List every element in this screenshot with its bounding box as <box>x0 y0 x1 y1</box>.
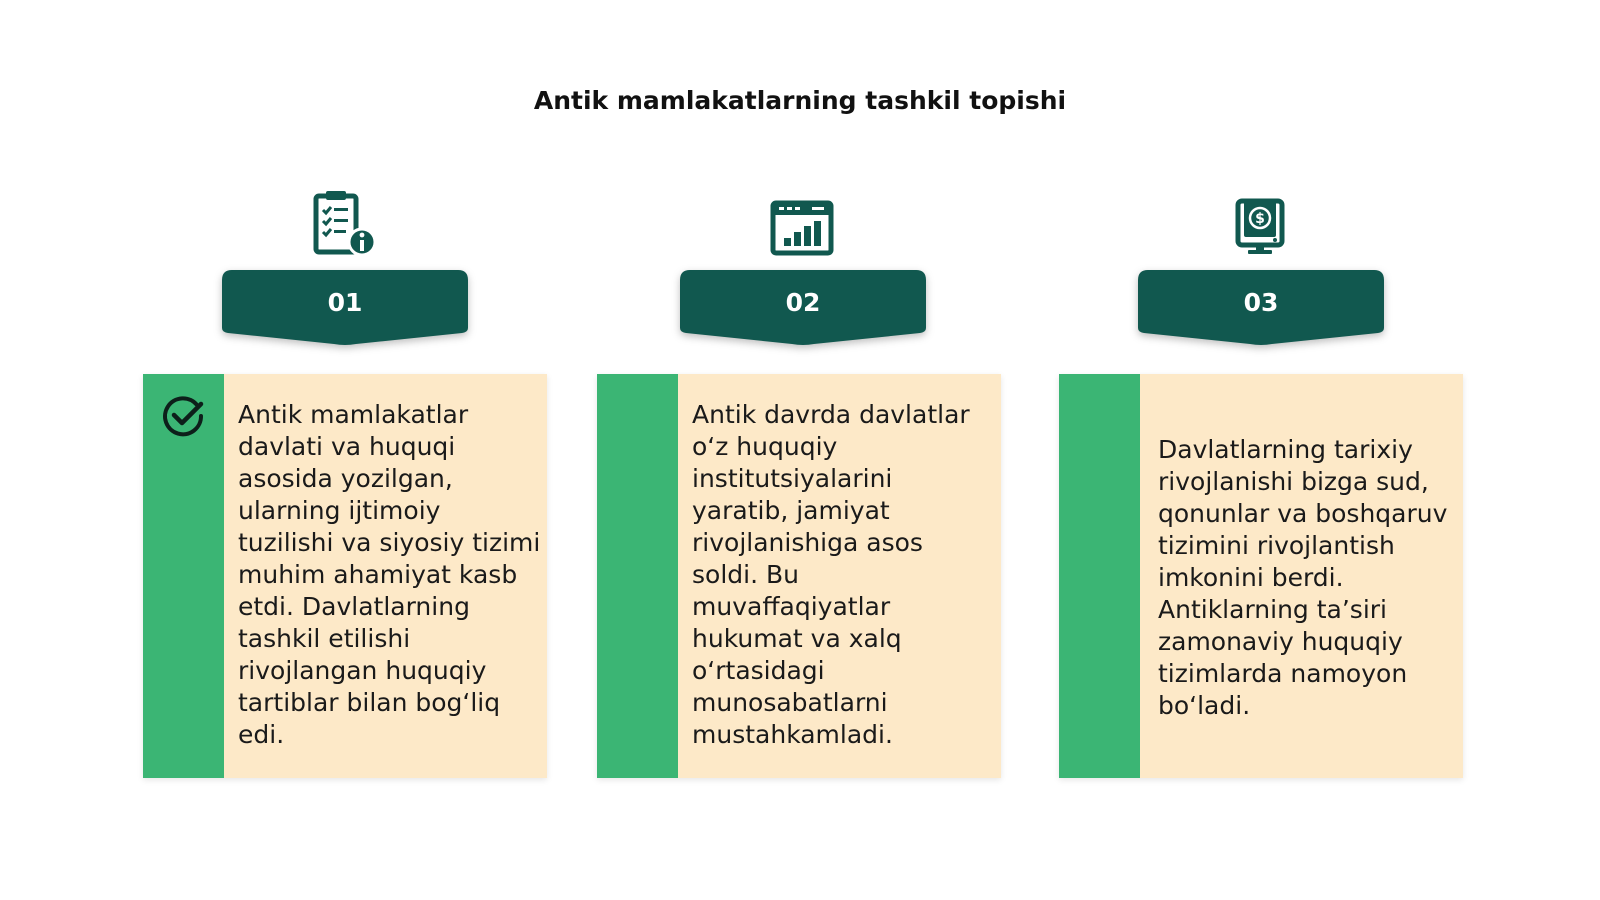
card-strip <box>143 374 224 778</box>
step-text: Antik mamlakatlar davlati va huquqi asosida yozilgan, ularning ijtimoiy tuzilishi va siyosiy tizimi muhim ahamiyat kasb etdi. Davlatlarning tashkil etilishi rivojlangan huquqiy tartiblar bilan bog‘liq edi. <box>238 400 541 749</box>
step-number: 02 <box>785 288 821 317</box>
card-strip <box>1059 374 1140 778</box>
step-card-1 <box>143 374 547 778</box>
step-text: Antik davrda davlatlar o‘z huquqiy institutsiyalarini yaratib, jamiyat rivojlanishiga asos soldi. Bu muvaffaqiyatlar hukumat va xalq o‘rtasidagi munosabatlarni mustahkamladi. <box>692 400 970 749</box>
step-card-2 <box>597 374 1001 778</box>
card-body <box>1140 374 1463 778</box>
browser-bar-chart-icon <box>770 200 834 256</box>
step-column-2 <box>597 0 1017 900</box>
step-badge-3 <box>1138 270 1384 346</box>
step-card-3 <box>1059 374 1463 778</box>
step-column-3 <box>1059 0 1479 900</box>
step-number: 03 <box>1243 288 1279 317</box>
card-strip <box>597 374 678 778</box>
page-title: Antik mamlakatlarning tashkil topishi <box>533 86 1067 115</box>
step-badge-1 <box>222 270 468 346</box>
step-column-1 <box>143 0 563 900</box>
step-badge-2 <box>680 270 926 346</box>
clipboard-checklist-info-icon <box>313 190 375 256</box>
card-body <box>678 374 1001 778</box>
dollar-device-icon <box>1235 198 1285 256</box>
check-circle-icon <box>160 393 206 439</box>
card-body <box>224 374 547 778</box>
step-text: Davlatlarning tarixiy rivojlanishi bizga sud, qonunlar va boshqaruv tizimini rivojlantish imkonini berdi. Antiklarning ta’siri zamonaviy huquqiy tizimlarda namoyon bo‘ladi. <box>1158 435 1448 720</box>
step-number: 01 <box>327 288 363 317</box>
svg-text:$: $ <box>1255 211 1265 227</box>
